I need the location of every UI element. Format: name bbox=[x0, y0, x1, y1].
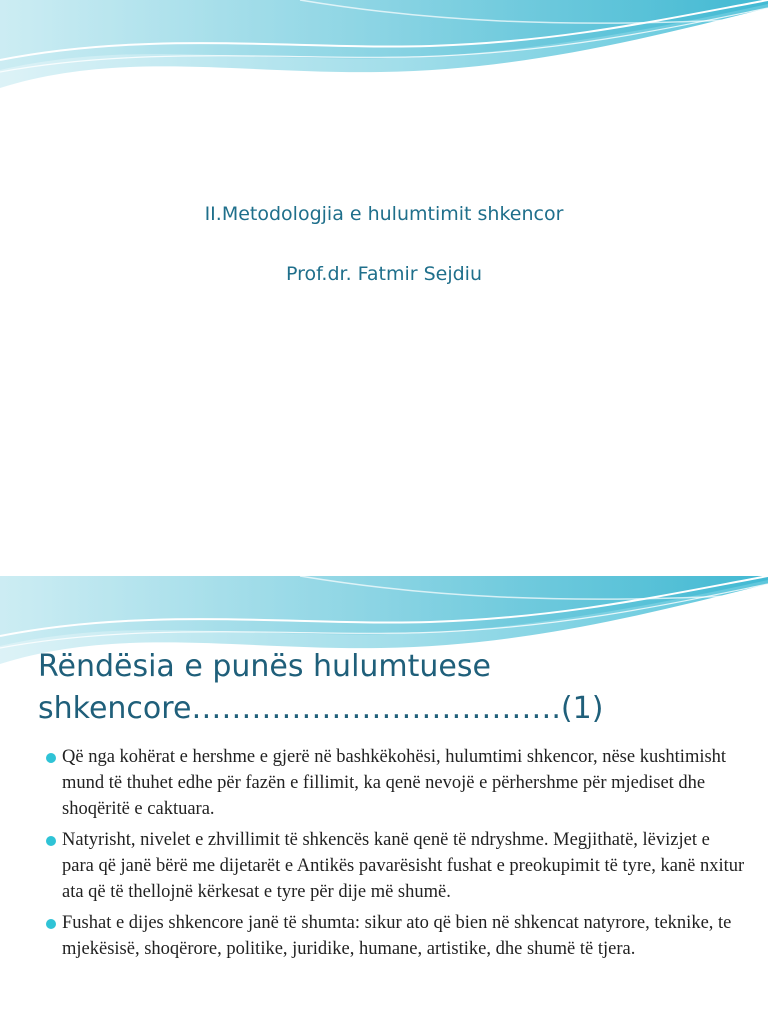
bullet-item bbox=[46, 744, 746, 822]
bullet-list bbox=[46, 744, 746, 967]
bullet-text: Natyrisht, nivelet e zhvillimit të shkencës kanë qenë të ndryshme. Megjithatë, lëvizjet e para që janë bërë me dijetarët e Antikës pavarësisht fushat e preokupimit të tyre, kanë nxitur ata që të thellojnë kërkesat e tyre për dije më shumë. bbox=[62, 830, 745, 902]
bullet-dot-icon bbox=[46, 836, 56, 846]
header-wave-decoration bbox=[0, 0, 768, 90]
slide-author: Prof.dr. Fatmir Sejdiu bbox=[285, 263, 483, 285]
bullet-item bbox=[46, 827, 746, 905]
slide-title: II.Metodologjia e hulumtimit shkencor bbox=[204, 203, 564, 225]
heading-line-1: Rëndësia e punës hulumtuese bbox=[38, 649, 491, 684]
bullet-text: Fushat e dijes shkencore janë të shumta: sikur ato që bien në shkencat natyrore, teknike, te mjekësisë, shoqërore, politike, juridike, humane, artistike, dhe shumë të tjera. bbox=[62, 913, 732, 959]
bullet-dot-icon bbox=[46, 919, 56, 929]
bullet-dot-icon bbox=[46, 753, 56, 763]
bullet-text: Që nga kohërat e hershme e gjerë në bashkëkohësi, hulumtimi shkencor, nëse kushtimisht mund të thuhet edhe për fazën e fillimit, ka qenë nevojë e përhershme për mjediset dhe shoqëritë e caktuara. bbox=[62, 747, 727, 819]
bullet-item bbox=[46, 910, 746, 962]
heading-line-2: shkencore……………………………….(1) bbox=[38, 691, 604, 726]
slide-heading bbox=[38, 646, 758, 730]
content-slide bbox=[0, 576, 768, 1024]
